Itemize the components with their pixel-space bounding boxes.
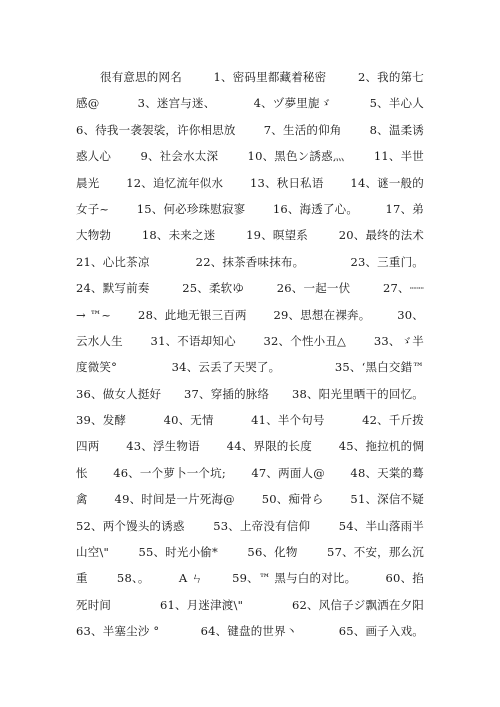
text-segment: 很有意思的网名 [100, 70, 182, 84]
text-segment: 44、界限的长度 [226, 439, 312, 454]
text-segment: 18、未来之迷 [141, 228, 216, 243]
document-body [76, 64, 424, 645]
text-segment: 45、拖拉机的惆 [338, 439, 424, 454]
text-segment: 四两 [76, 439, 100, 454]
text-line [76, 275, 424, 301]
text-segment: 34、云丢了天哭了。 [171, 360, 281, 375]
text-segment: 47、两面人@ [251, 465, 325, 480]
text-segment: 17、弟 [385, 201, 424, 216]
text-segment: 山空\" [76, 545, 109, 560]
text-segment: 12、追忆流年似水 [126, 175, 224, 190]
text-segment: 55、时光小偷* [138, 545, 218, 560]
text-segment: 26、一起一伏 [276, 281, 351, 296]
text-segment: 49、时间是一片死海@ [114, 492, 235, 507]
text-segment: 31、不语却知心 [150, 333, 236, 348]
text-line [76, 354, 424, 380]
text-line [76, 117, 424, 143]
text-segment: 36、做女人挺好 [76, 386, 162, 401]
text-segment: 25、柔软ゆ [182, 281, 245, 296]
text-line [76, 486, 424, 512]
text-segment: 27、┈┈ [383, 281, 424, 296]
text-segment: 8、温柔诱 [369, 122, 424, 137]
text-line [76, 196, 424, 222]
text-line [76, 539, 424, 565]
text-line [76, 565, 424, 591]
text-segment: 怅 [76, 465, 88, 480]
text-segment: 禽 [76, 492, 88, 507]
text-line [76, 64, 424, 90]
text-segment: 39、发酵 [76, 413, 127, 428]
text-segment: 62、风信子ジ飘洒在夕阳 [291, 597, 424, 612]
text-segment: 20、最终的法术 [338, 228, 424, 243]
text-segment: 56、化物 [247, 545, 298, 560]
text-segment: 感@ [76, 96, 100, 111]
text-segment: 9、社会水太深 [140, 149, 219, 164]
text-segment: 64、键盘的世界丶 [200, 624, 298, 639]
text-segment: 3、迷宫与迷、 [137, 96, 216, 111]
text-segment: 22、抹茶香味抹布。 [195, 254, 305, 269]
text-segment: 惑人心 [76, 149, 112, 164]
text-line [76, 170, 424, 196]
text-segment: 52、两个馒头的诱惑 [76, 518, 185, 533]
text-segment: 60、掐 [385, 571, 424, 586]
text-segment: 43、浮生物语 [126, 439, 200, 454]
text-segment: 度微笑° [76, 360, 118, 375]
text-segment: 10、黑色ン誘惑灬 [247, 149, 345, 164]
text-line [76, 513, 424, 539]
text-line [76, 618, 424, 644]
text-segment: 37、穿插的脉络 [183, 386, 270, 401]
text-segment: 死时间 [76, 597, 112, 612]
text-segment: 53、上帝没有信仰 [213, 518, 311, 533]
text-segment: 2、我的第七 [357, 70, 424, 84]
text-segment: 7、生活的仰角 [263, 122, 342, 137]
text-segment: 大物勃 [76, 228, 112, 243]
text-segment: 4、ヅ夢里旎ゞ [253, 96, 332, 111]
text-segment: 29、思想在裸奔。 [273, 307, 371, 322]
text-segment: 42、千斤拨 [362, 413, 424, 428]
text-segment: 14、谜一般的 [350, 175, 424, 190]
text-line [76, 407, 424, 433]
text-segment: 61、月迷津渡\" [159, 597, 244, 612]
text-segment: 晨光 [76, 175, 100, 190]
text-segment: 21、心比茶凉 [76, 254, 150, 269]
text-line [76, 222, 424, 248]
text-line [76, 381, 424, 407]
text-line [76, 143, 424, 169]
text-segment: A ㄣ [178, 571, 203, 586]
text-segment: 24、默写前奏 [76, 281, 150, 296]
text-segment: 6、待我一袭袈裟，许你相思放 [76, 122, 236, 137]
text-line [76, 249, 424, 275]
text-segment: → ™~ [76, 307, 112, 322]
text-segment: 重 [76, 571, 88, 586]
text-segment: 50、痴骨ら [261, 492, 324, 507]
text-line [76, 302, 424, 328]
text-segment: 58、。 [116, 571, 150, 586]
text-segment: 65、画子入戏。 [338, 624, 424, 639]
text-segment: 38、阳光里晒干的回忆。 [291, 386, 424, 401]
text-segment: 16、海透了心。 [272, 201, 359, 216]
text-segment: 54、半山落雨半 [338, 518, 424, 533]
text-segment: 33、ゞ半 [373, 333, 424, 348]
text-segment: 19、暝望系 [246, 228, 308, 243]
text-segment: 15、何必珍珠慰寂寥 [136, 201, 246, 216]
text-segment: 51、深信不疑 [350, 492, 424, 507]
text-segment: 46、一个萝卜一个坑; [113, 465, 226, 480]
text-line [76, 433, 424, 459]
text-segment: 云水人生 [76, 333, 123, 348]
text-segment: 23、三重门。 [350, 254, 424, 269]
text-segment: 女子~ [76, 201, 110, 216]
text-line [76, 328, 424, 354]
text-segment: 13、秋日私语 [250, 175, 324, 190]
text-segment: 5、半心人 [369, 96, 424, 111]
text-segment: 48、天棠的蓦 [350, 465, 424, 480]
text-segment: 35、‘黑白交錯™ [334, 360, 424, 375]
text-line [76, 90, 424, 116]
text-segment: 40、无情 [163, 413, 214, 428]
text-segment: 32、个性小丑△ [263, 333, 347, 348]
text-segment: 63、半塞尘沙 ° [76, 624, 160, 639]
text-segment: 59、™ 黑与白的对比。 [232, 571, 357, 586]
text-segment: 41、半个句号 [251, 413, 325, 428]
text-segment: 30、 [397, 307, 424, 322]
text-line [76, 460, 424, 486]
text-segment: 1、密码里都藏着秘密 [213, 70, 327, 84]
text-line [76, 592, 424, 618]
text-segment: 28、此地无银三百两 [138, 307, 247, 322]
text-segment: 57、不安，那么沉 [327, 545, 424, 560]
text-segment: 11、半世 [373, 149, 424, 164]
